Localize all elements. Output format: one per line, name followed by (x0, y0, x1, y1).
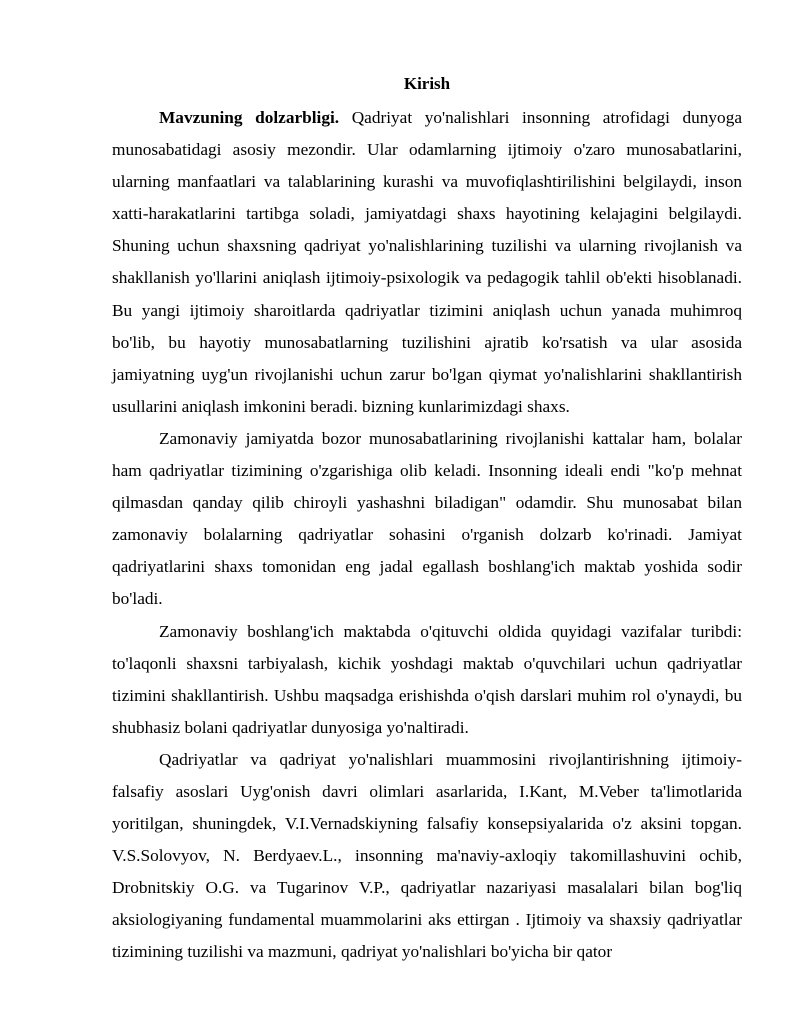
paragraph-primary-school (112, 616, 742, 744)
paragraph-text: Zamonaviy boshlang'ich maktabda o'qituvchi oldida quyidagi vazifalar turibdi: to'laqonli shaxsni tarbiyalash, kichik yoshdagi maktab o'quvchilari uchun qadriyatlar tizimini shakllantirish. Ushbu maqsadga erishishda o'qish darslari muhim rol o'ynaydi, bu shubhasiz bolani qadriyatlar dunyosiga yo'naltiradi. (112, 621, 742, 737)
page-title: Kirish (403, 74, 451, 93)
paragraph-relevance (112, 102, 742, 423)
paragraph-philosophical-basis (112, 744, 742, 969)
paragraph-lead-heading: Mavzuning dolzarbligi. (159, 108, 340, 127)
paragraph-text: Qadriyat yo'nalishlari insonning atrofidagi dunyoga munosabatidagi asosiy mezondir. Ular odamlarning ijtimoiy o'zaro munosabatlarini, ularning manfaatlari va talablarining kurashi va muvofiqlashtirilishini belgilaydi, inson xatti-harakatlarini tartibga soladi, jamiyatdagi shaxs hayotining kelajagini belgilaydi. Shuning uchun shaxsning qadriyat yo'nalishlarining tuzilishi va ularning rivojlanish va shakllanish yo'llarini aniqlash ijtimoiy-psixologik va pedagogik tahlil ob'ekti hisoblanadi. Bu yangi ijtimoiy sharoitlarda qadriyatlar tizimini aniqlash uchun yanada muhimroq bo'lib, bu hayotiy munosabatlarning tuzilishini ajratib ko'rsatish va ular asosida jamiyatning uyg'un rivojlanishi uchun zarur bo'lgan qiymat yo'nalishlarini shakllantirish usullarini aniqlash imkonini beradi. bizning kunlarimizdagi shaxs. (112, 108, 742, 416)
paragraph-text: Zamonaviy jamiyatda bozor munosabatlarining rivojlanishi kattalar ham, bolalar ham qadriyatlar tizimining o'zgarishiga olib keladi. Insonning ideali endi "ko'p mehnat qilmasdan qanday qilib chiroyli yashashni biladigan" odamdir. Shu munosabat bilan zamonaviy bolalarning qadriyatlar sohasini o'rganish dolzarb ko'rinadi. Jamiyat qadriyatlarini shaxs tomonidan eng jadal egallash boshlang'ich maktab yoshida sodir bo'ladi. (112, 428, 742, 609)
document-body (112, 102, 742, 969)
paragraph-text: Qadriyatlar va qadriyat yo'nalishlari muammosini rivojlantirishning ijtimoiy-falsafiy asoslari Uyg'onish davri olimlari asarlarida, I.Kant, M.Veber ta'limotlarida yoritilgan, shuningdek, V.I.Vernadskiyning falsafiy konsepsiyalarida o'z aksini topgan. V.S.Solovyov, N. Berdyaev.L., insonning ma'naviy-axloqiy takomillashuvini ochib, Drobnitskiy O.G. va Tugarinov V.P., qadriyatlar nazariyasi masalalari bilan bog'liq aksiologiyaning fundamental muammolarini aks ettirgan . Ijtimoiy va shaxsiy qadriyatlar tizimining tuzilishi va mazmuni, qadriyat yo'nalishlari bo'yicha bir qator (112, 749, 742, 962)
paragraph-modern-society (112, 423, 742, 616)
